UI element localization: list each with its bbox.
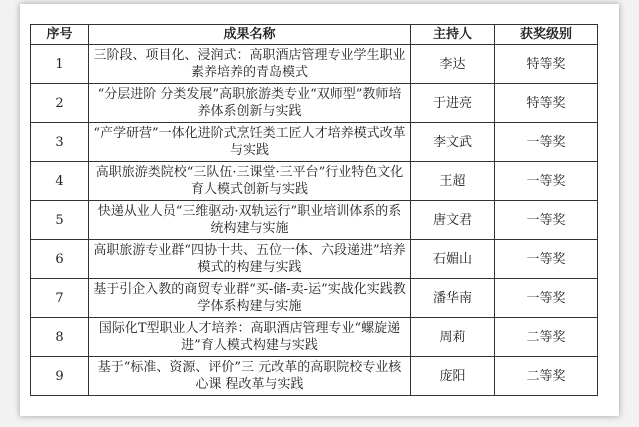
cell-index: 3 <box>31 123 89 162</box>
cell-achievement-name: 高职旅游专业群“四协十共、五位一体、六段递进”培养模式的构建与实践 <box>89 240 411 279</box>
cell-index: 8 <box>31 318 89 357</box>
cell-award-level: 一等奖 <box>495 279 598 318</box>
cell-index: 9 <box>31 357 89 396</box>
cell-index: 6 <box>31 240 89 279</box>
table-row <box>31 45 598 84</box>
header-index: 序号 <box>31 25 89 45</box>
table-row <box>31 279 598 318</box>
table-header-row <box>31 25 598 45</box>
awards-table <box>30 24 598 396</box>
cell-host: 王超 <box>411 162 495 201</box>
cell-achievement-name: “分层进阶 分类发展”高职旅游类专业“双师型”教师培养体系创新与实践 <box>89 84 411 123</box>
cell-achievement-name: 快递从业人员“三维驱动·双轨运行”职业培训体系的系统构建与实施 <box>89 201 411 240</box>
header-award-level: 获奖级别 <box>495 25 598 45</box>
cell-host: 李达 <box>411 45 495 84</box>
cell-award-level: 特等奖 <box>495 45 598 84</box>
cell-achievement-name: “产学研营”一体化进阶式烹饪类工匠人才培养模式改革与实践 <box>89 123 411 162</box>
cell-award-level: 一等奖 <box>495 162 598 201</box>
table-row <box>31 240 598 279</box>
cell-host: 潘华南 <box>411 279 495 318</box>
cell-index: 5 <box>31 201 89 240</box>
cell-award-level: 二等奖 <box>495 318 598 357</box>
header-achievement-name: 成果名称 <box>89 25 411 45</box>
cell-achievement-name: 国际化T型职业人才培养：高职酒店管理专业“螺旋递进”育人模式构建与实践 <box>89 318 411 357</box>
table-row <box>31 84 598 123</box>
cell-achievement-name: 三阶段、项目化、浸润式：高职酒店管理专业学生职业素养培养的青岛模式 <box>89 45 411 84</box>
cell-host: 石媚山 <box>411 240 495 279</box>
cell-award-level: 特等奖 <box>495 84 598 123</box>
cell-index: 4 <box>31 162 89 201</box>
cell-host: 庞阳 <box>411 357 495 396</box>
cell-index: 1 <box>31 45 89 84</box>
cell-achievement-name: 基于“标准、资源、评价”三 元改革的高职院校专业核心课 程改革与实践 <box>89 357 411 396</box>
cell-index: 7 <box>31 279 89 318</box>
header-host: 主持人 <box>411 25 495 45</box>
table-row <box>31 162 598 201</box>
table-row <box>31 357 598 396</box>
cell-achievement-name: 高职旅游类院校“三队伍·三课堂·三平台”行业特色文化育人模式创新与实践 <box>89 162 411 201</box>
cell-host: 于进亮 <box>411 84 495 123</box>
cell-award-level: 一等奖 <box>495 123 598 162</box>
cell-achievement-name: 基于引企入教的商贸专业群“买-储-卖-运”实战化实践教学体系构建与实施 <box>89 279 411 318</box>
cell-host: 周莉 <box>411 318 495 357</box>
cell-award-level: 二等奖 <box>495 357 598 396</box>
table-row <box>31 318 598 357</box>
table-row <box>31 123 598 162</box>
cell-host: 李文武 <box>411 123 495 162</box>
cell-award-level: 一等奖 <box>495 201 598 240</box>
cell-host: 唐文君 <box>411 201 495 240</box>
cell-index: 2 <box>31 84 89 123</box>
table-row <box>31 201 598 240</box>
cell-award-level: 一等奖 <box>495 240 598 279</box>
